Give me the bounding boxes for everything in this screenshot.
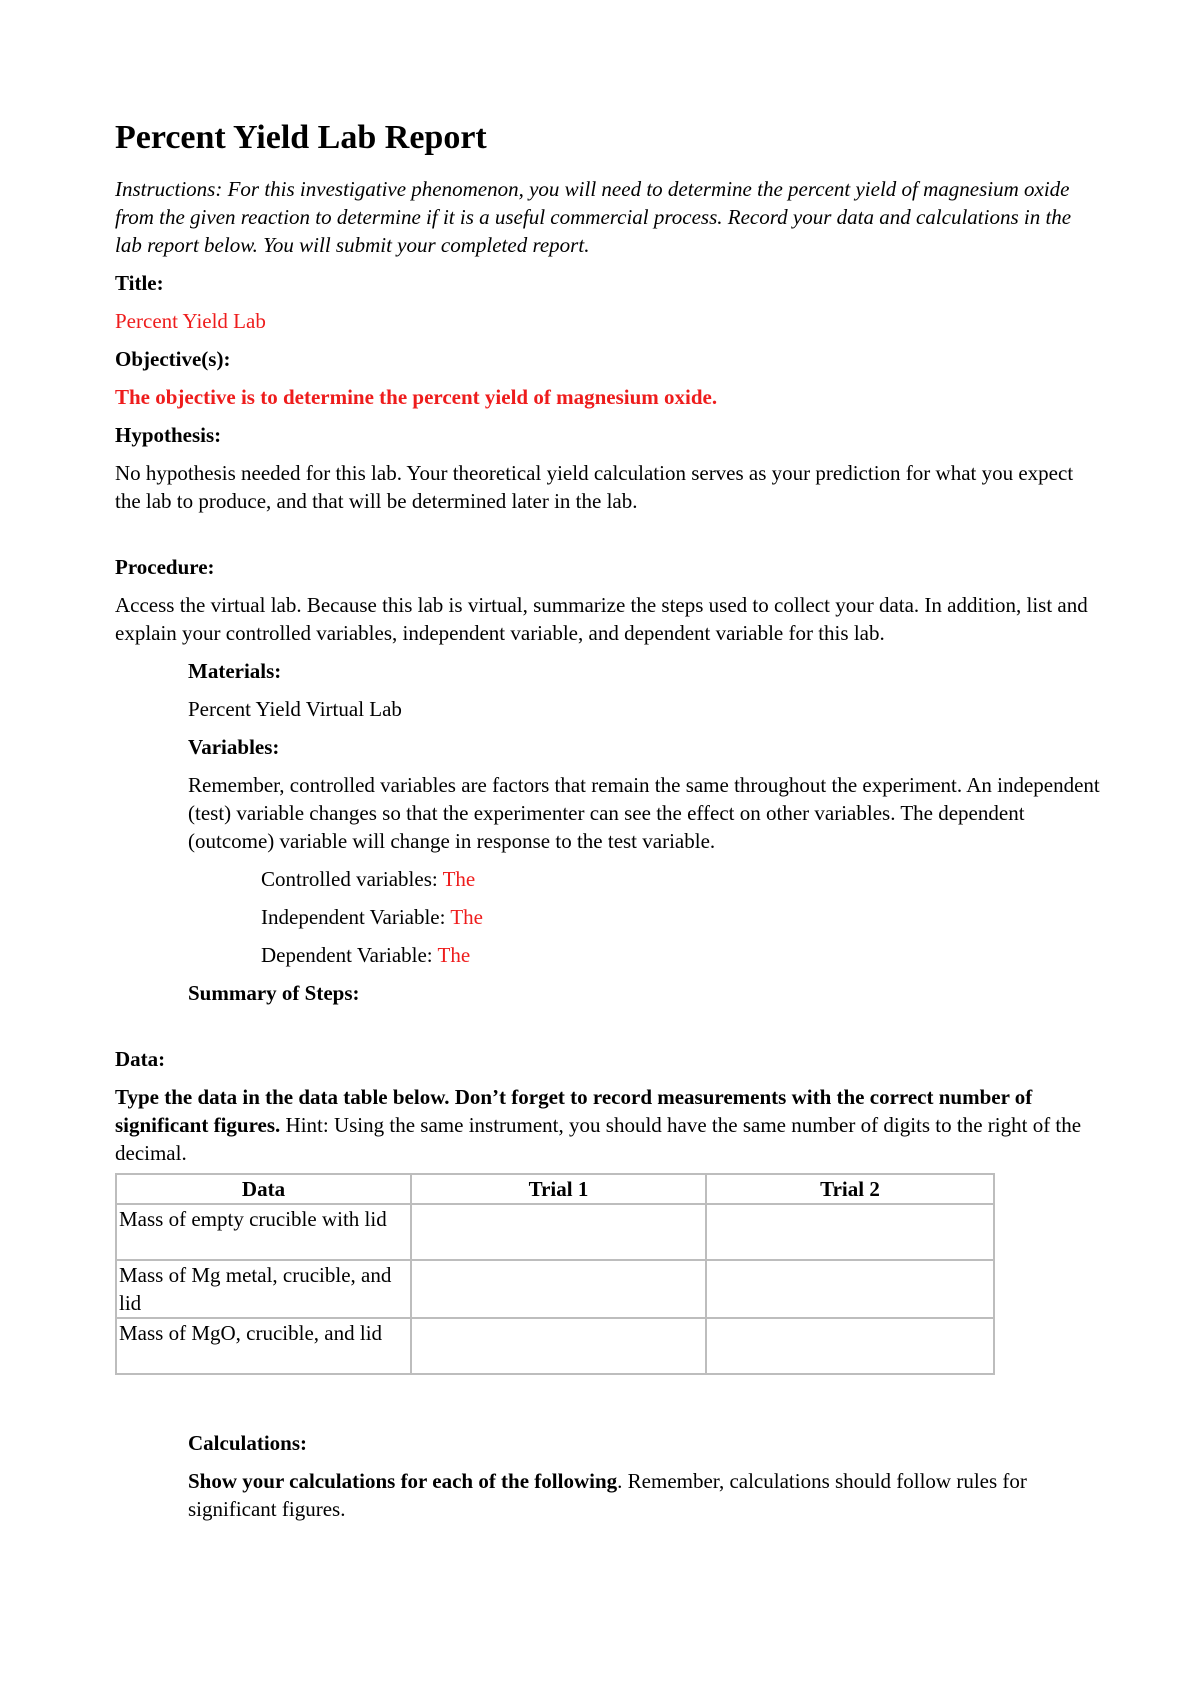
controlled-variables-line (261, 865, 1100, 893)
data-label: Data: (115, 1046, 166, 1071)
dependent-variable-label: Dependent Variable: (261, 942, 438, 967)
document-title: Percent Yield Lab Report (115, 119, 487, 156)
document-page (115, 118, 1100, 1523)
independent-variable-answer[interactable]: The (450, 904, 483, 929)
table-cell-trial-1[interactable] (411, 1260, 706, 1318)
data-instruction (115, 1083, 1100, 1167)
table-cell-trial-2[interactable] (706, 1260, 994, 1318)
independent-variable-line (261, 903, 1100, 931)
calculations-instruction (188, 1467, 1100, 1523)
variables-label: Variables: (188, 734, 280, 759)
independent-variable-label: Independent Variable: (261, 904, 451, 929)
table-header-row (116, 1174, 994, 1204)
materials-text: Percent Yield Virtual Lab (188, 696, 402, 721)
table-cell-row-label: Mass of empty crucible with lid (116, 1204, 411, 1260)
table-cell-row-label: Mass of MgO, crucible, and lid (116, 1318, 411, 1374)
hypothesis-label: Hypothesis: (115, 422, 222, 447)
table-header-trial-2: Trial 2 (706, 1174, 994, 1204)
data-instruction-rest: Hint: Using the same instrument, you should have the same number of digits to the right of the decimal. (115, 1112, 1082, 1165)
dependent-variable-answer[interactable]: The (437, 942, 471, 967)
dependent-variable-line (261, 941, 1100, 969)
table-header-data: Data (116, 1174, 411, 1204)
table-cell-trial-1[interactable] (411, 1318, 706, 1374)
controlled-variables-answer[interactable]: The (442, 866, 476, 891)
variables-text: Remember, controlled variables are factors that remain the same throughout the experiment. An independent (test) variable changes so that the experimenter can see the effect on other variables. The dependent (outcome) variable will change in response to the test variable. (188, 772, 1100, 853)
objective-answer[interactable]: The objective is to determine the percent yield of magnesium oxide. (115, 384, 718, 409)
table-cell-trial-2[interactable] (706, 1204, 994, 1260)
table-cell-row-label: Mass of Mg metal, crucible, and lid (116, 1260, 411, 1318)
spacer (115, 1375, 1100, 1429)
calculations-instruction-rest: . Remember, calculations should follow rules for significant figures. (188, 1468, 1027, 1521)
table-row (116, 1204, 994, 1260)
procedure-text: Access the virtual lab. Because this lab is virtual, summarize the steps used to collect your data. In addition, list and explain your controlled variables, independent variable, and dependent variable for this lab. (115, 592, 1088, 645)
spacer (115, 1017, 1100, 1045)
objective-label: Objective(s): (115, 346, 231, 371)
table-cell-trial-1[interactable] (411, 1204, 706, 1260)
hypothesis-text: No hypothesis needed for this lab. Your theoretical yield calculation serves as your prediction for what you expect the lab to produce, and that will be determined later in the lab. (115, 460, 1074, 513)
procedure-label: Procedure: (115, 554, 215, 579)
spacer (115, 525, 1100, 553)
table-header-trial-1: Trial 1 (411, 1174, 706, 1204)
data-instruction-bold: Type the data in the data table below. Don’t forget to record measurements with the correct number of significant figures. (115, 1084, 1033, 1137)
summary-of-steps-label: Summary of Steps: (188, 980, 360, 1005)
instructions-text: Instructions: For this investigative phenomenon, you will need to determine the percent yield of magnesium oxide from the given reaction to determine if it is a useful commercial process. Record your data and calculations in the lab report below. You will submit your completed report. (115, 176, 1072, 257)
title-answer[interactable]: Percent Yield Lab (115, 308, 266, 333)
materials-label: Materials: (188, 658, 282, 683)
procedure-subsections (188, 657, 1100, 1007)
title-label: Title: (115, 270, 164, 295)
controlled-variables-label: Controlled variables: (261, 866, 443, 891)
table-cell-trial-2[interactable] (706, 1318, 994, 1374)
calculations-label: Calculations: (188, 1430, 308, 1455)
calculations-section (188, 1429, 1100, 1523)
data-table (115, 1173, 995, 1375)
variables-list (261, 865, 1100, 969)
table-row (116, 1260, 994, 1318)
calculations-instruction-bold: Show your calculations for each of the following (188, 1468, 618, 1493)
table-row (116, 1318, 994, 1374)
